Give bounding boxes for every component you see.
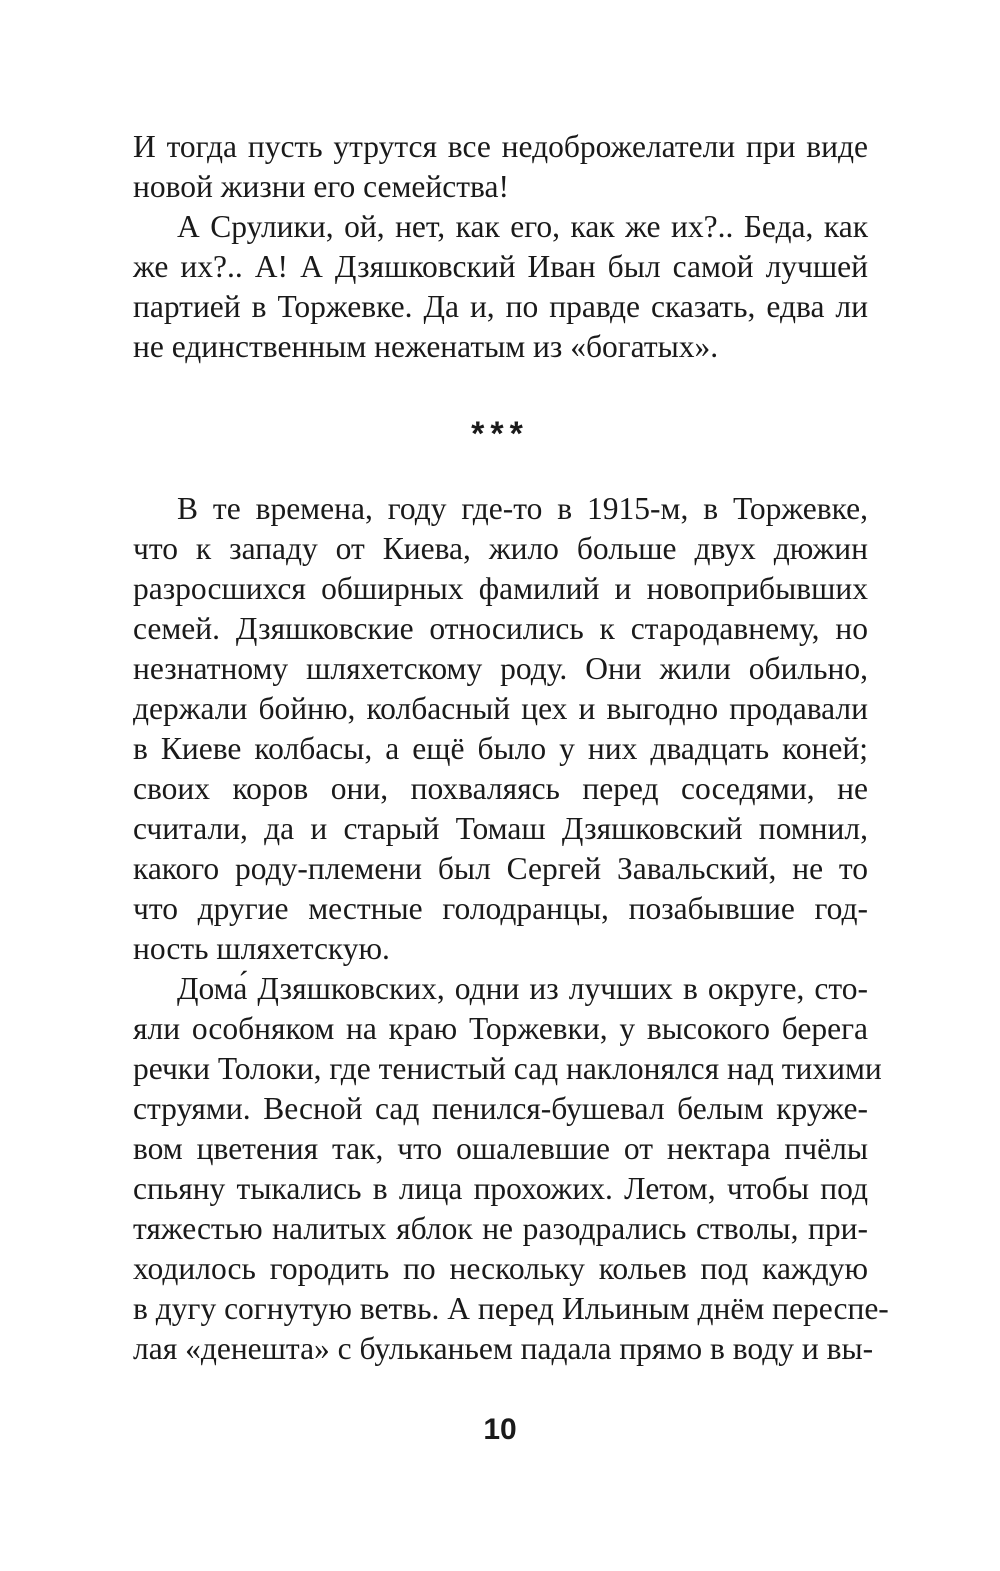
text-line: А Срулики, ой, нет, как его, как же их?.. Беда, как [177, 209, 868, 244]
text-line: считали, да и старый Томаш Дзяшковский помнил, [133, 811, 868, 846]
text-line: в Киеве колбасы, а ещё было у них двадцать коней; [133, 731, 868, 766]
text-line: Дома́ Дзяшковских, одни из лучших в округе, сто- [177, 971, 868, 1006]
text-line: не единственным неженатым из «богатых». [133, 329, 719, 364]
text-line: какого роду-племени был Сергей Завальский, не то [133, 851, 868, 886]
text-line: спьяну тыкались в лица прохожих. Летом, чтобы под [133, 1171, 868, 1206]
text-line: яли особняком на краю Торжевки, у высокого берега [133, 1011, 868, 1046]
text-line: речки Толоки, где тенистый сад наклонялся над тихими [133, 1051, 882, 1086]
text-line: же их?.. А! А Дзяшковский Иван был самой лучшей [133, 249, 868, 284]
text-line: струями. Весной сад пенился-бушевал белым круже- [133, 1091, 868, 1126]
text-line: держали бойню, колбасный цех и выгодно продавали [133, 691, 868, 726]
text-line: лая «денешта» с бульканьем падала прямо в воду и вы- [133, 1331, 874, 1366]
text-line: новой жизни его семейства! [133, 169, 509, 204]
text-line: вом цветения так, что ошалевшие от нектара пчёлы [133, 1131, 868, 1166]
page-number: 10 [483, 1413, 517, 1446]
text-line: что к западу от Киева, жило больше двух дюжин [133, 531, 868, 566]
text-line: своих коров они, похваляясь перед соседями, не [133, 771, 868, 806]
text-line: ходилось городить по нескольку кольев под каждую [133, 1251, 868, 1286]
text-line: И тогда пусть утрутся все недоброжелатели при виде [133, 129, 868, 164]
text-block-top [133, 127, 868, 367]
section-separator: *** [471, 415, 529, 453]
text-line: в дугу согнутую ветвь. А перед Ильиным днём переспе- [133, 1291, 889, 1326]
text-line: семей. Дзяшковские относились к стародавнему, но [133, 611, 868, 646]
text-line: партией в Торжевке. Да и, по правде сказать, едва ли [133, 289, 868, 324]
text-line: что другие местные голодранцы, позабывшие год- [133, 891, 868, 926]
text-line: незнатному шляхетскому роду. Они жили обильно, [133, 651, 868, 686]
text-block-main [133, 489, 889, 1369]
text-line: разросшихся обширных фамилий и новоприбывших [133, 571, 868, 606]
text-line: ность шляхетскую. [133, 931, 390, 966]
text-line: тяжестью налитых яблок не разодрались стволы, при- [133, 1211, 868, 1246]
text-line: В те времена, году где-то в 1915-м, в Торжевке, [177, 491, 868, 526]
